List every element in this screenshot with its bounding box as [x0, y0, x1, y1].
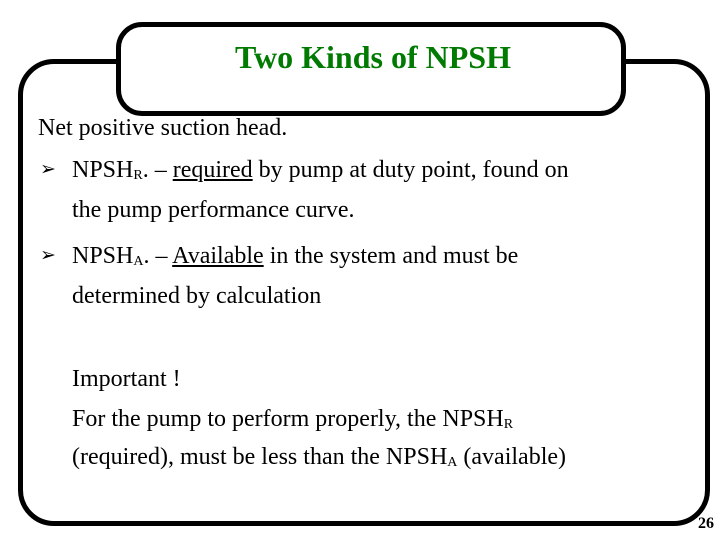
npsha-subscript: A: [133, 254, 144, 269]
npsha-description: in the system and must be: [263, 243, 519, 269]
bullet-arrow-icon: ➢: [40, 159, 56, 180]
slide-title: Two Kinds of NPSH: [235, 39, 511, 75]
npshr-description-line2: the pump performance curve.: [72, 197, 355, 223]
required-keyword: required: [172, 157, 253, 183]
page-number: 26: [698, 515, 714, 532]
note-line-2: [72, 442, 566, 472]
npshr-dash: . –: [142, 157, 173, 183]
intro-text: Net positive suction head.: [38, 115, 288, 141]
note-line-1: [72, 404, 513, 434]
important-heading: Important !: [72, 366, 181, 392]
bullet-npsha: [72, 241, 518, 271]
note-line1-subscript: R: [503, 417, 514, 432]
npshr-description: by pump at duty point, found on: [252, 157, 569, 183]
bullet-arrow-icon: ➢: [40, 245, 56, 266]
npshr-subscript: R: [133, 168, 143, 183]
npshr-abbr: NPSH: [72, 157, 134, 183]
note-line2-text: (required), must be less than the NPSH: [72, 444, 448, 470]
note-line2-subscript: A: [447, 455, 458, 470]
npsha-description-line2: determined by calculation: [72, 283, 322, 309]
note-line2-suffix: (available): [457, 444, 567, 470]
npsha-abbr: NPSH: [72, 243, 134, 269]
note-line1-text: For the pump to perform properly, the NPSH: [72, 406, 504, 432]
available-keyword: Available: [172, 243, 264, 269]
npsha-dash: . –: [143, 243, 173, 269]
bullet-npshr: [72, 155, 569, 185]
